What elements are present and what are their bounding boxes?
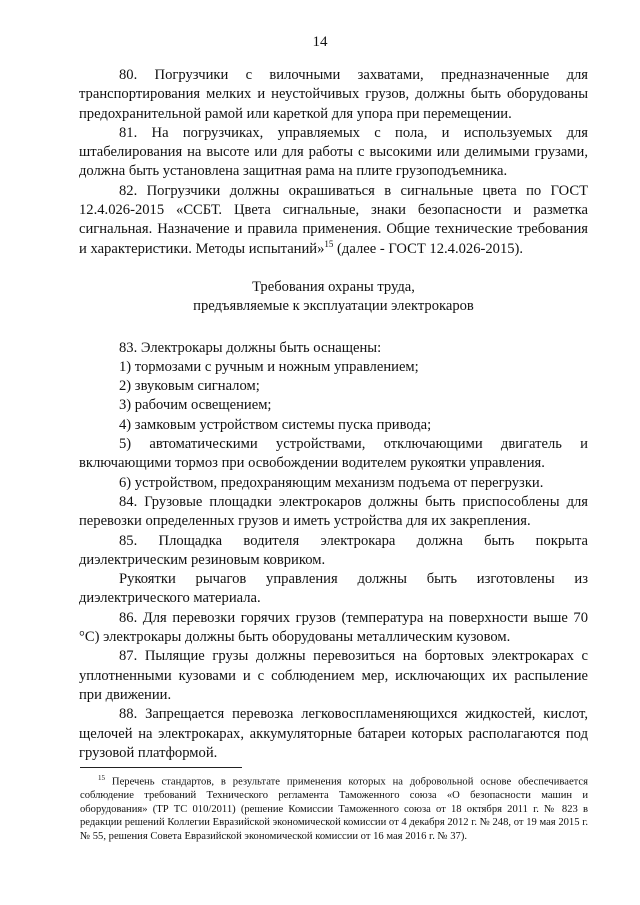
paragraph-88: 88. Запрещается перевозка легковоспламеняющихся жидкостей, кислот, щелочей на электрокарах, аккумуляторные батареи которых располагаются под грузовой платформой.: [79, 706, 588, 761]
paragraph-82-tail: (далее - ГОСТ 12.4.026-2015).: [333, 240, 524, 257]
paragraph-82: [79, 182, 588, 259]
list-item-4: 4) замковым устройством системы пуска привода;: [119, 416, 432, 433]
list-item-6: 6) устройством, предохраняющим механизм подъема от перегрузки.: [119, 474, 544, 491]
paragraph-84: 84. Грузовые площадки электрокаров должны быть приспособлены для перевозки определенных грузов и иметь устройства для их закрепления.: [79, 493, 588, 530]
footnote-text: Перечень стандартов, в результате применения которых на добровольной основе обеспечивается соблюдение требований Технического регламента Таможенного союза «О безопасности машин и оборудования» (ТР ТС 010/2011) (решение Комиссии Таможенного союза от 18 октября 2011 г. № 823 в редакции решений Коллегии Евразийской экономической комиссии от 4 декабря 2012 г. № 248, от 19 мая 2015 г. № 55, решения Совета Евразийской экономической комиссии от 16 мая 2016 г. № 37).: [80, 776, 588, 842]
footnote-reference[interactable]: 15: [324, 238, 334, 249]
list-item-3: 3) рабочим освещением;: [119, 397, 272, 414]
paragraph-85: 85. Площадка водителя электрокара должна быть покрыта диэлектрическим резиновым ковриком.: [79, 532, 588, 568]
paragraph-82-text: 82. Погрузчики должны окрашиваться в сигнальные цвета по ГОСТ 12.4.026-2015 «ССБТ. Цвета сигнальные, знаки безопасности и разметка сигнальная. Назначение и правила применения. Общие технические требования и характеристики. Методы испытаний»: [79, 182, 588, 257]
paragraph-81: 81. На погрузчиках, управляемых с пола, и используемых для штабелирования на высоте или для работы с высокими или делимыми грузами, должна быть установлена защитная рама на плите грузоподъемника.: [79, 124, 588, 180]
paragraph-83: 83. Электрокары должны быть оснащены:: [119, 339, 382, 356]
paragraph-87: 87. Пылящие грузы должны перевозиться на бортовых электрокарах с уплотненными кузовами и с соблюдением мер, исключающих их распыление при движении.: [79, 648, 588, 703]
footnote-separator: [80, 767, 242, 768]
footnote: [80, 772, 588, 844]
section-heading-line-2: предъявляемые к эксплуатации электрокаров: [193, 298, 474, 315]
document-body: [79, 66, 588, 763]
list-item-1: 1) тормозами с ручным и ножным управлением;: [119, 358, 419, 375]
paragraph-85-handles: Рукоятки рычагов управления должны быть изготовлены из диэлектрического материала.: [79, 571, 588, 607]
page-number: 14: [312, 34, 328, 50]
paragraph-80: 80. Погрузчики с вилочными захватами, предназначенные для транспортирования мелких и неустойчивых грузов, должны быть оборудованы предохранительной рамой или кареткой для упора при перемещении.: [79, 67, 588, 122]
section-heading-line-1: Требования охраны труда,: [252, 278, 415, 295]
list-item-5: 5) автоматическими устройствами, отключающими двигатель и включающими тормоз при освобождении водителем рукоятки управления.: [79, 436, 588, 472]
list-item-2: 2) звуковым сигналом;: [119, 378, 260, 395]
paragraph-86: 86. Для перевозки горячих грузов (температура на поверхности выше 70 °С) электрокары должны быть оборудованы металлическим кузовом.: [79, 609, 588, 646]
section-heading: [79, 278, 588, 317]
footnote-marker: 15: [98, 774, 105, 782]
